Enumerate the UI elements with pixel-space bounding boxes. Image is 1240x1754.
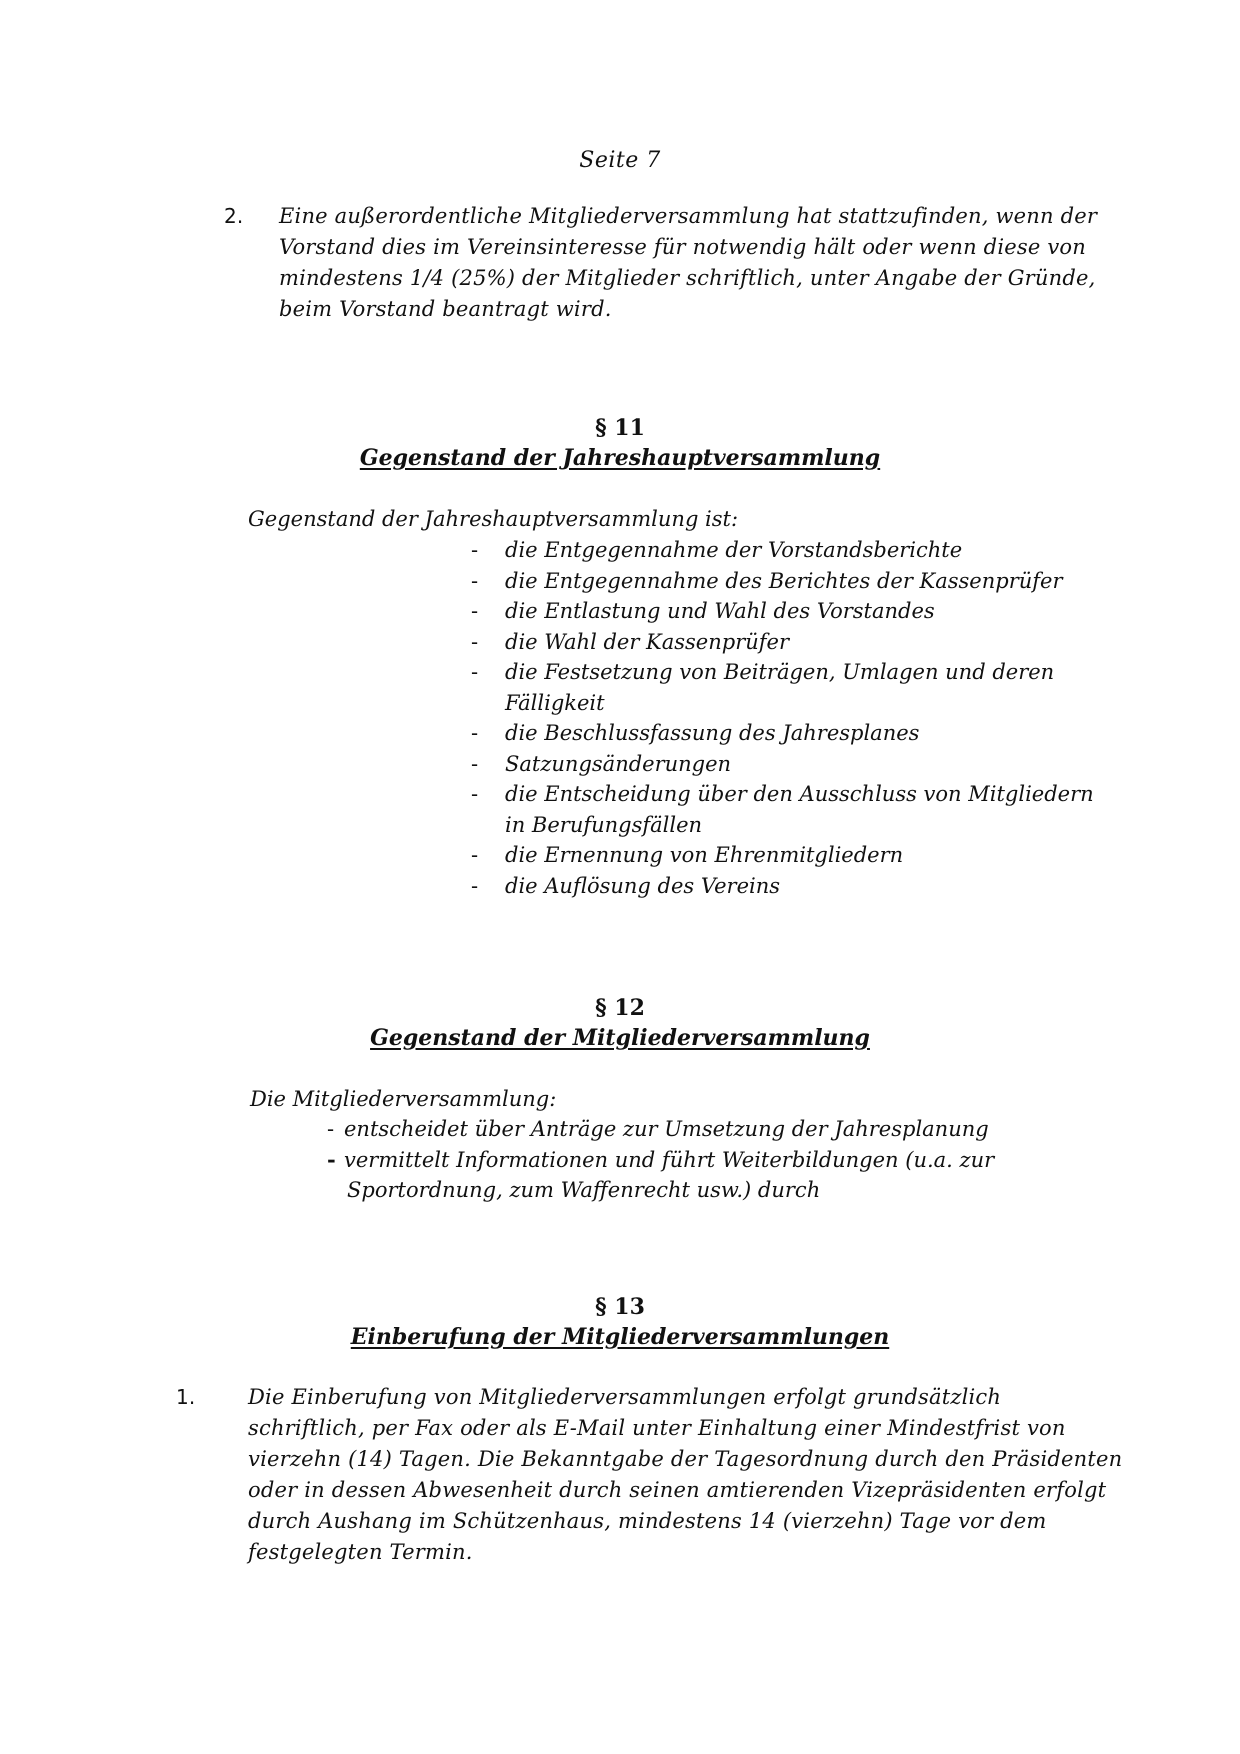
list-dash: -	[471, 599, 479, 623]
page-number: Seite 7	[579, 148, 661, 173]
list-item-line: Satzungsänderungen	[505, 751, 732, 776]
section-12-intro: Die Mitgliederversammlung:	[250, 1087, 557, 1111]
section-11-list	[471, 535, 1105, 901]
list-item	[327, 1114, 1064, 1145]
section-number: § 12	[595, 995, 645, 1021]
list-item	[471, 535, 1105, 566]
list-dash: -	[471, 843, 479, 867]
list-dash: -	[471, 629, 479, 654]
list-item-line: die Entlastung und Wahl des Vorstandes	[505, 599, 935, 623]
list-dash: -	[471, 721, 479, 745]
paragraph-1	[176, 1382, 1126, 1582]
paragraph-body	[279, 201, 1119, 325]
section-11-heading	[0, 413, 1240, 473]
paragraph-body	[248, 1382, 1123, 1568]
paragraph-line: festgelegten Termin.	[248, 1540, 473, 1564]
paragraph-line: mindestens 1/4 (25%) der Mitglieder schriftlich, unter Angabe der Gründe,	[279, 266, 1096, 290]
paragraph-number: 1.	[176, 1385, 196, 1409]
section-title: Gegenstand der Jahreshauptversammlung	[359, 445, 881, 471]
section-12-list	[327, 1114, 1064, 1206]
section-number: § 11	[595, 415, 645, 441]
list-item-line: die Festsetzung von Beiträgen, Umlagen und deren	[505, 660, 1055, 684]
paragraph-line: Vorstand dies im Vereinsinteresse für notwendig hält oder wenn diese von	[279, 235, 1086, 259]
list-item-line: die Wahl der Kassenprüfer	[505, 629, 790, 654]
list-item	[471, 749, 1105, 780]
section-title: Gegenstand der Mitgliederversammlung	[370, 1025, 870, 1051]
list-dash: -	[471, 538, 479, 562]
list-item-line: vermittelt Informationen und führt Weiterbildungen (u.a. zur	[344, 1147, 995, 1172]
paragraph-line: beim Vorstand beantragt wird.	[279, 297, 612, 321]
section-number: § 13	[595, 1294, 645, 1320]
list-dash: -	[471, 751, 479, 776]
paragraph-number: 2.	[224, 204, 244, 228]
list-item-line: die Entgegennahme des Berichtes der Kassenprüfer	[505, 568, 1063, 593]
list-item	[471, 566, 1105, 597]
paragraph-line: oder in dessen Abwesenheit durch seinen amtierenden Vizepräsidenten erfolgt	[248, 1478, 1107, 1502]
list-dash: -	[471, 873, 479, 898]
section-11-intro: Gegenstand der Jahreshauptversammlung ist:	[248, 507, 739, 531]
section-12-heading	[0, 993, 1240, 1053]
list-dash: -	[471, 660, 479, 684]
list-dash: -	[471, 782, 479, 806]
list-item-line: die Entgegennahme der Vorstandsberichte	[505, 538, 963, 562]
paragraph-line: vierzehn (14) Tagen. Die Bekanntgabe der Tagesordnung durch den Präsidenten	[248, 1447, 1123, 1471]
list-item-line: die Beschlussfassung des Jahresplanes	[505, 721, 920, 745]
list-item-line: entscheidet über Anträge zur Umsetzung der Jahresplanung	[344, 1117, 989, 1141]
list-item-line: Sportordnung, zum Waffenrecht usw.) durch	[347, 1178, 821, 1202]
section-title: Einberufung der Mitgliederversammlungen	[350, 1324, 890, 1350]
list-item	[327, 1145, 1064, 1206]
list-item-line: die Ernennung von Ehrenmitgliedern	[505, 843, 904, 867]
list-item	[471, 627, 1105, 658]
list-item	[471, 718, 1105, 749]
list-item	[471, 596, 1105, 627]
list-item-line: die Entscheidung über den Ausschluss von Mitgliedern	[505, 782, 1094, 806]
section-13-heading	[0, 1292, 1240, 1352]
list-item	[471, 779, 1105, 840]
list-item	[471, 871, 1105, 902]
paragraph-line: Eine außerordentliche Mitgliederversammlung hat stattzufinden, wenn der	[279, 204, 1098, 228]
list-dash: -	[471, 568, 479, 593]
paragraph-2	[224, 201, 1124, 331]
list-item-line: in Berufungsfällen	[505, 812, 703, 837]
paragraph-line: Die Einberufung von Mitgliederversammlungen erfolgt grundsätzlich	[248, 1385, 1002, 1409]
list-item-line: Fälligkeit	[505, 690, 605, 715]
list-item	[471, 840, 1105, 871]
list-item-line: die Auflösung des Vereins	[505, 873, 781, 898]
list-item	[471, 657, 1105, 718]
list-dash: -	[327, 1146, 336, 1172]
paragraph-line: durch Aushang im Schützenhaus, mindestens 14 (vierzehn) Tage vor dem	[248, 1509, 1047, 1533]
list-dash: -	[327, 1117, 335, 1141]
paragraph-line: schriftlich, per Fax oder als E-Mail unter Einhaltung einer Mindestfrist von	[248, 1416, 1066, 1440]
